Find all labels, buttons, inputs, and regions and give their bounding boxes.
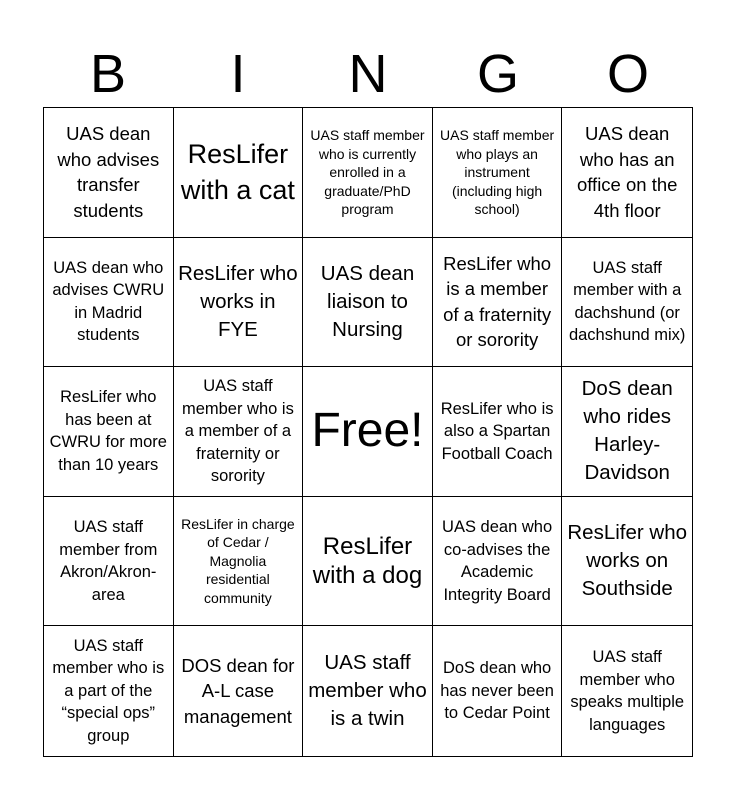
cell-text: ResLifer who works in FYE — [178, 261, 298, 341]
cell-text: DoS dean who rides Harley-Davidson — [581, 377, 673, 485]
cell-text: UAS staff member who plays an instrument (including high school) — [440, 127, 555, 218]
bingo-cell[interactable] — [433, 238, 563, 368]
cell-text: ResLifer who is also a Spartan Football Coach — [440, 399, 554, 463]
cell-text: ResLifer with a dog — [312, 532, 423, 590]
cell-text: UAS staff member with a dachshund (or dachshund mix) — [568, 258, 686, 345]
cell-text: UAS dean who has an office on the 4th floor — [576, 123, 678, 221]
bingo-cell[interactable] — [174, 367, 304, 497]
cell-text: ResLifer who works on Southside — [567, 521, 688, 601]
bingo-cell[interactable] — [44, 626, 174, 756]
header-letter-o: O — [606, 44, 649, 104]
bingo-cell[interactable] — [44, 367, 174, 497]
cell-text: UAS dean who co-advises the Academic Integrity Board — [442, 518, 553, 604]
bingo-cell[interactable] — [44, 238, 174, 368]
cell-text: UAS dean who advises CWRU in Madrid students — [52, 258, 165, 345]
free-space-cell[interactable] — [303, 367, 433, 497]
bingo-cell[interactable] — [562, 497, 692, 627]
cell-text: DOS dean for A-L case management — [181, 654, 295, 727]
header-letter-n: N — [348, 44, 388, 104]
cell-text: UAS dean who advises transfer students — [57, 123, 160, 221]
bingo-grid — [43, 107, 693, 757]
cell-text: UAS staff member who is a member of a fraternity or sorority — [181, 377, 294, 486]
cell-text: UAS staff member from Akron/Akron-area — [59, 518, 158, 604]
bingo-cell[interactable] — [174, 238, 304, 368]
bingo-cell[interactable] — [562, 367, 692, 497]
free-space-text: Free! — [311, 404, 424, 458]
bingo-cell[interactable] — [303, 626, 433, 756]
bingo-cell[interactable] — [562, 238, 692, 368]
bingo-cell[interactable] — [562, 108, 692, 238]
cell-text: ResLifer who is a member of a fraternity or sorority — [443, 252, 552, 351]
header-letter-b: B — [89, 44, 127, 104]
bingo-cell[interactable] — [433, 367, 563, 497]
cell-text: UAS staff member who speaks multiple languages — [570, 648, 685, 734]
cell-text: ResLifer with a cat — [180, 139, 295, 206]
bingo-cell[interactable] — [562, 626, 692, 756]
bingo-cell[interactable] — [433, 497, 563, 627]
bingo-cell[interactable] — [174, 497, 304, 627]
bingo-cell[interactable] — [303, 497, 433, 627]
cell-text: UAS staff member who is currently enrolled in a graduate/PhD program — [310, 127, 425, 218]
bingo-cell[interactable] — [44, 108, 174, 238]
bingo-cell[interactable] — [303, 108, 433, 238]
cell-text: UAS staff member who is a twin — [308, 651, 427, 731]
bingo-cell[interactable] — [433, 626, 563, 756]
cell-text: ResLifer who has been at CWRU for more than 10 years — [49, 388, 167, 474]
cell-text: UAS dean liaison to Nursing — [320, 261, 415, 341]
bingo-cell[interactable] — [433, 108, 563, 238]
bingo-cell[interactable] — [303, 238, 433, 368]
bingo-header — [43, 42, 693, 106]
bingo-cell[interactable] — [174, 108, 304, 238]
cell-text: ResLifer in charge of Cedar / Magnolia residential community — [181, 515, 295, 606]
cell-text: DoS dean who has never been to Cedar Point — [440, 659, 554, 723]
header-letter-g: G — [476, 44, 519, 104]
bingo-cell[interactable] — [174, 626, 304, 756]
header-letter-i: I — [230, 44, 246, 104]
bingo-cell[interactable] — [44, 497, 174, 627]
cell-text: UAS staff member who is a part of the “special ops” group — [52, 636, 165, 745]
